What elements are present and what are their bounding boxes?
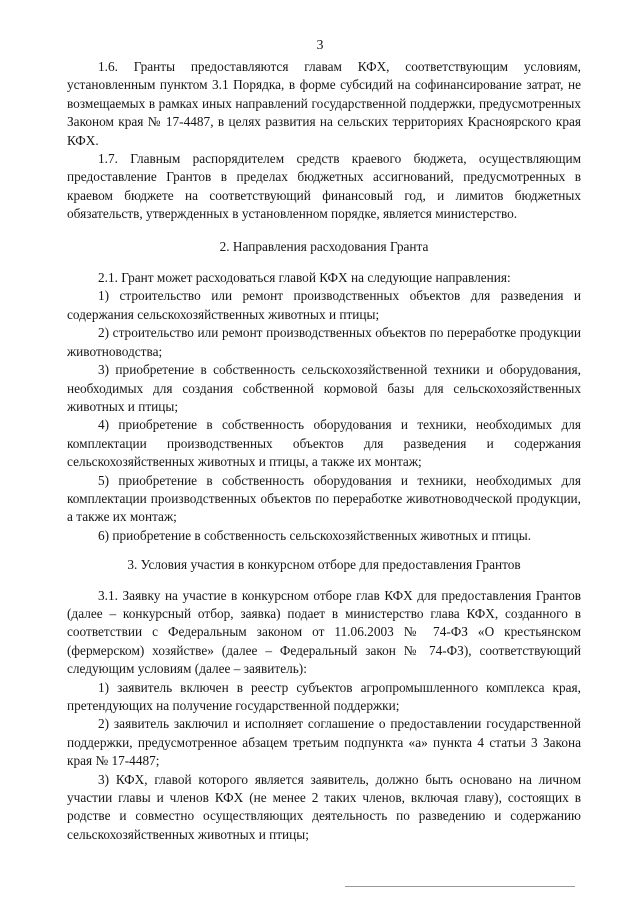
list-item: 6) приобретение в собственность сельскохозяйственных животных и птицы. (98, 527, 532, 543)
list-item: 3) приобретение в собственность сельскохозяйственной техники и оборудования, необходимых для создания собственной кормовой базы для сельскохозяйственных животных и птицы; (67, 362, 581, 414)
document-body (67, 58, 581, 844)
list-item: 1) строительство или ремонт производственных объектов для разведения и содержания сельскохозяйственных животных и птицы; (67, 288, 581, 322)
page-bottom-rule (345, 886, 575, 887)
list-item: 5) приобретение в собственность оборудования и техники, необходимых для комплектации производственных объектов по переработке животноводческой продукции, а также их монтаж; (67, 472, 581, 525)
list-item: 2) строительство или ремонт производственных объектов по переработке продукции животноводства; (67, 325, 581, 359)
paragraph-1-6: 1.6. Гранты предоставляются главам КФХ, соответствующим условиям, установленным пунктом 3.1 Порядка, в форме субсидий на софинансирование затрат, не возмещаемых в рамках иных направлений государственной поддержки, предусмотренных Законом края № 17-4487, в целях развития на сельских территориях Красноярского края КФХ. (67, 59, 581, 148)
section-2-heading: 2. Направления расходования Гранта (219, 238, 429, 254)
paragraph-2-1: 2.1. Грант может расходоваться главой КФХ на следующие направления: (98, 270, 511, 286)
paragraph-3-1: 3.1. Заявку на участие в конкурсном отборе глав КФХ для предоставления Грантов (далее – конкурсный отбор, заявка) подает в министерство глава КФХ, созданного в соответствии с Федеральным законом от 11.06.2003 № 74-ФЗ «О крестьянском (фермерском) хозяйстве» (далее – Федеральный закон № 74-ФЗ), соответствующий следующим условиям (далее – заявитель): (67, 587, 581, 677)
paragraph-1-7: 1.7. Главным распорядителем средств краевого бюджета, осуществляющим предоставление Грантов в пределах бюджетных ассигнований, предусмотренных в краевом бюджете на соответствующий финансовый год, и лимитов бюджетных обязательств, утвержденных в установленном порядке, является министерство. (67, 151, 581, 222)
section-3-heading: 3. Условия участия в конкурсном отборе для предоставления Грантов (127, 557, 521, 573)
list-item: 3) КФХ, главой которого является заявитель, должно быть основано на личном участии главы и членов КФХ (не менее 2 таких членов, включая главу), состоящих в родстве и совместно осуществляющих деятельность по разведению и содержанию сельскохозяйственных животных и птицы; (67, 771, 581, 842)
list-item: 2) заявитель заключил и исполняет соглашение о предоставлении государственной поддержки, предусмотренное абзацем третьим подпункта «а» пункта 4 статьи 3 Закона края № 17-4487; (67, 716, 581, 769)
list-item: 4) приобретение в собственность оборудования и техники, необходимых для комплектации производственных объектов для разведения и содержания сельскохозяйственных животных и птицы, а также их монтаж; (67, 417, 581, 470)
page-number: 3 (316, 38, 324, 53)
list-item: 1) заявитель включен в реестр субъектов агропромышленного комплекса края, претендующих на получение государственной поддержки; (67, 679, 581, 713)
